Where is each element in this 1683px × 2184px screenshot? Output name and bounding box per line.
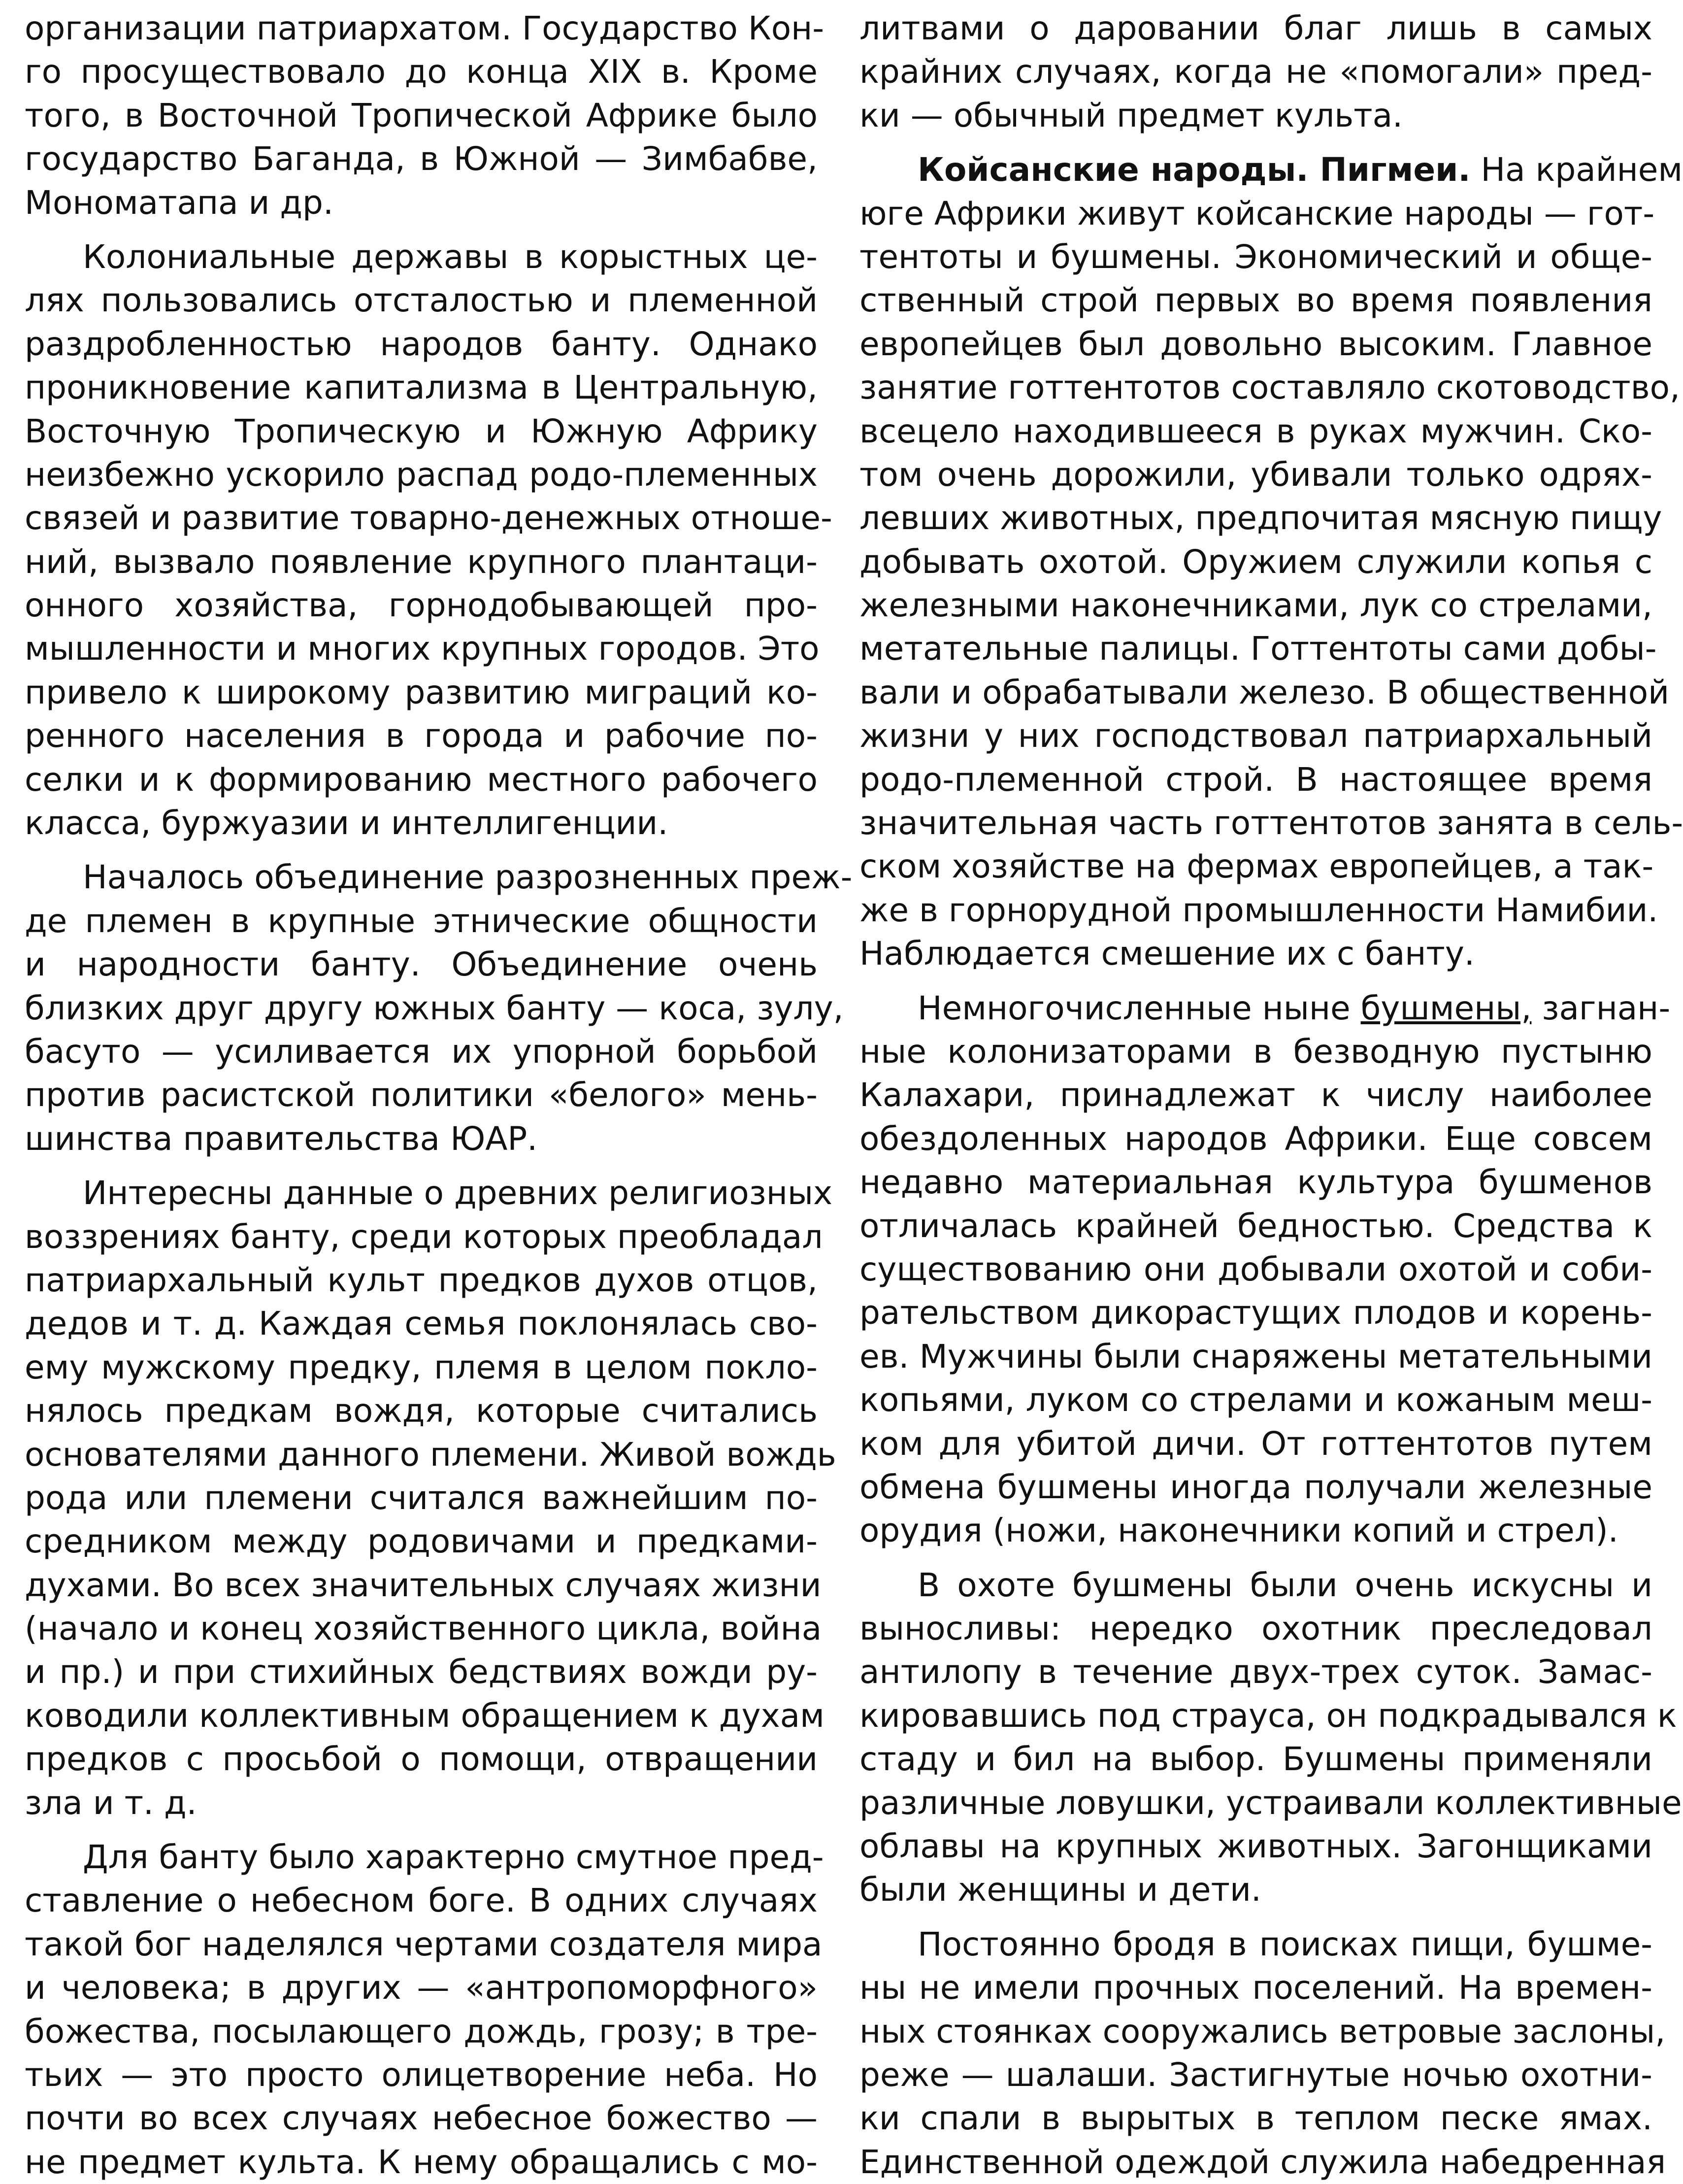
text-line: государство Баганда, в Южной — Зимбабве, <box>25 140 818 178</box>
text-line: рода или племени считался важнейшим по- <box>25 1478 818 1517</box>
text-line: почти во всех случаях небесное божество — <box>25 2099 818 2138</box>
text-line: и народности банту. Объединение очень <box>25 945 818 984</box>
paragraph <box>859 1923 1666 2184</box>
text-line: кировавшись под страуса, он подкрадывался к <box>859 1696 1677 1735</box>
text-line <box>859 987 1671 1030</box>
text-line: такой бог наделялся чертами создателя мира <box>25 1925 823 1963</box>
text-line: и пр.) и при стихийных бедствиях вожди ру- <box>25 1653 818 1691</box>
paragraph <box>25 235 832 845</box>
text-line: не предмет культа. К нему обращались с мо- <box>25 2143 818 2181</box>
text-line: (начало и конец хозяйственного цикла, война <box>25 1610 822 1648</box>
text-line: обмена бушмены иногда получали железные <box>859 1468 1652 1506</box>
text-line: Колониальные державы в корыстных це- <box>83 237 818 276</box>
text-line: воззрениях банту, среди которых преобладал <box>25 1217 823 1256</box>
text-line: басуто — усиливается их упорной борьбой <box>25 1032 818 1071</box>
text-line <box>859 148 1683 192</box>
underlined-term: бушмены, <box>1360 989 1532 1027</box>
text-line: неизбежно ускорило распад родо-племенных <box>25 455 818 494</box>
text-line: метательные палицы. Готтентоты сами добы- <box>859 630 1657 668</box>
text-line: европейцев был довольно высоким. Главное <box>859 325 1652 363</box>
text-line: добывать охотой. Оружием служили копья с <box>859 542 1652 581</box>
text-line: близких друг другу южных банту — коса, зулу, <box>25 989 844 1027</box>
text-line: значительная часть готтентотов занята в сель- <box>859 804 1683 842</box>
text-line: ев. Мужчины были снаряжены метательными <box>859 1337 1652 1376</box>
text-line: железными наконечниками, лук со стрелами, <box>859 586 1652 625</box>
text-line: В охоте бушмены были очень искусны и <box>918 1566 1652 1604</box>
text-line: и человека; в других — «антропоморфного» <box>25 1969 818 2007</box>
text-line: раздробленностью народов банту. Однако <box>25 325 818 363</box>
text-line: том очень дорожили, убивали только одрях- <box>859 455 1652 494</box>
text-line: против расистской политики «белого» мень- <box>25 1076 818 1114</box>
right-column <box>859 7 1683 2184</box>
text-line: рательством дикорастущих плодов и корень- <box>859 1294 1652 1332</box>
text-line: облавы на крупных животных. Загонщиками <box>859 1827 1652 1866</box>
text-line: тьих — это просто олицетворение неба. Но <box>25 2055 818 2094</box>
text-line: зла и т. д. <box>25 1783 197 1822</box>
text-line: родо-племенной строй. В настоящее время <box>859 760 1652 799</box>
text-line: нялось предкам вождя, которые считались <box>25 1392 818 1430</box>
text-line: существованию они добывали охотой и соби- <box>859 1250 1652 1288</box>
paragraph <box>25 856 853 1161</box>
paragraph <box>25 1172 836 1825</box>
paragraph <box>859 1564 1682 1912</box>
text-line: Единственной одеждой служила набедренная <box>859 2143 1666 2181</box>
text-line: ки — обычный предмет культа. <box>859 96 1403 134</box>
text-line: крайних случаях, когда не «помогали» пред- <box>859 53 1652 91</box>
text-line: орудия (ножи, наконечники копий и стрел). <box>859 1512 1618 1550</box>
paragraph <box>859 7 1652 137</box>
text-line: ные колонизаторами в безводную пустыню <box>859 1032 1652 1071</box>
text-line: антилопу в течение двух-трех суток. Замас- <box>859 1653 1652 1691</box>
text-line: юге Африки живут койсанские народы — гот- <box>859 194 1655 233</box>
text-run: загнан- <box>1542 989 1671 1027</box>
text-line: Восточную Тропическую и Южную Африку <box>25 412 818 450</box>
text-line: привело к широкому развитию миграций ко- <box>25 673 818 711</box>
text-line: организации патриархатом. Государство Кон- <box>25 9 825 47</box>
left-column <box>25 7 853 2184</box>
text-line: тентоты и бушмены. Экономический и обще- <box>859 237 1652 276</box>
text-line: де племен в крупные этнические общности <box>25 902 818 940</box>
section-heading: Койсанские народы. Пигмеи. <box>918 151 1471 189</box>
text-line: духами. Во всех значительных случаях жизни <box>25 1566 822 1604</box>
text-line: Калахари, принадлежат к числу наиболее <box>859 1076 1652 1114</box>
text-line: занятие готтентотов составляло скотоводство, <box>859 369 1680 407</box>
text-line: ководили коллективным обращением к духам <box>25 1696 825 1735</box>
text-line: патриархальный культ предков духов отцов, <box>25 1261 818 1299</box>
text-line: основателями данного племени. Живой вождь <box>25 1435 836 1474</box>
text-line: реже — шалаши. Застигнутые ночью охотни- <box>859 2055 1652 2094</box>
text-line: ском хозяйстве на фермах европейцев, а так- <box>859 847 1654 886</box>
text-line: копьями, луком со стрелами и кожаным меш- <box>859 1381 1652 1419</box>
text-line: лях пользовались отсталостью и племенной <box>25 281 818 320</box>
paragraph <box>25 7 825 225</box>
text-line: ки спали в вырытых в теплом песке ямах. <box>859 2099 1652 2138</box>
text-line: же в горнорудной промышленности Намибии. <box>859 891 1658 929</box>
text-line: ренного населения в города и рабочие по- <box>25 717 818 755</box>
text-line: ны не имели прочных поселений. На времен- <box>859 1969 1652 2007</box>
text-line: стаду и бил на выбор. Бушмены применяли <box>859 1740 1652 1779</box>
text-line: недавно материальная культура бушменов <box>859 1163 1652 1202</box>
text-line: го просуществовало до конца XIX в. Кроме <box>25 53 818 91</box>
text-line: Началось объединение разрозненных преж- <box>83 858 853 897</box>
text-line: обездоленных народов Африки. Еще совсем <box>859 1119 1652 1158</box>
text-line: Интересны данные о древних религиозных <box>83 1174 833 1212</box>
text-line: ний, вызвало появление крупного плантаци- <box>25 542 818 581</box>
paragraph <box>25 1836 824 2184</box>
text-line: ставление о небесном боге. В одних случаях <box>25 1882 818 1920</box>
text-line: ных стоянках сооружались ветровые заслоны, <box>859 2012 1666 2050</box>
text-line: Наблюдается смешение их с банту. <box>859 935 1475 973</box>
paragraph <box>859 148 1683 975</box>
text-line: селки и к формированию местного рабочего <box>25 760 818 799</box>
text-line: ком для убитой дичи. От готтентотов путем <box>859 1424 1652 1463</box>
text-run: На крайнем <box>1481 151 1683 189</box>
text-line: жизни у них господствовал патриархальный <box>859 717 1652 755</box>
text-line: Постоянно бродя в поисках пищи, бушме- <box>918 1925 1652 1963</box>
text-line: различные ловушки, устраивали коллективные <box>859 1783 1682 1822</box>
text-run: Немногочисленные ныне <box>918 989 1351 1027</box>
text-line: были женщины и дети. <box>859 1871 1261 1909</box>
text-line: того, в Восточной Тропической Африке было <box>25 96 818 134</box>
paragraph <box>859 987 1671 1553</box>
text-line: мышленности и многих крупных городов. Это <box>25 630 820 668</box>
text-line: божества, посылающего дождь, грозу; в тре- <box>25 2012 818 2050</box>
text-line: онного хозяйства, горнодобывающей про- <box>25 586 818 625</box>
text-line: предков с просьбой о помощи, отвращении <box>25 1740 818 1779</box>
text-line: шинства правительства ЮАР. <box>25 1119 538 1158</box>
text-line: проникновение капитализма в Центральную, <box>25 369 818 407</box>
text-line: ему мужскому предку, племя в целом покло- <box>25 1348 818 1386</box>
text-line: литвами о даровании благ лишь в самых <box>859 9 1652 47</box>
text-line: дедов и т. д. Каждая семья поклонялась сво- <box>25 1305 818 1343</box>
text-line: вали и обрабатывали железо. В общественной <box>859 673 1670 711</box>
text-line: всецело находившееся в руках мужчин. Ско- <box>859 412 1652 450</box>
text-line: левших животных, предпочитая мясную пищу <box>859 499 1662 538</box>
text-line: Мономатапа и др. <box>25 183 333 222</box>
text-line: класса, буржуазии и интеллигенции. <box>25 804 668 842</box>
text-line: Для банту было характерно смутное пред- <box>83 1838 824 1877</box>
text-line: выносливы: нередко охотник преследовал <box>859 1610 1652 1648</box>
text-line: средником между родовичами и предками- <box>25 1522 818 1561</box>
text-line: связей и развитие товарно-денежных отноше- <box>25 499 832 538</box>
text-line: ственный строй первых во время появления <box>859 281 1652 320</box>
text-line: отличалась крайней бедностью. Средства к <box>859 1207 1652 1245</box>
